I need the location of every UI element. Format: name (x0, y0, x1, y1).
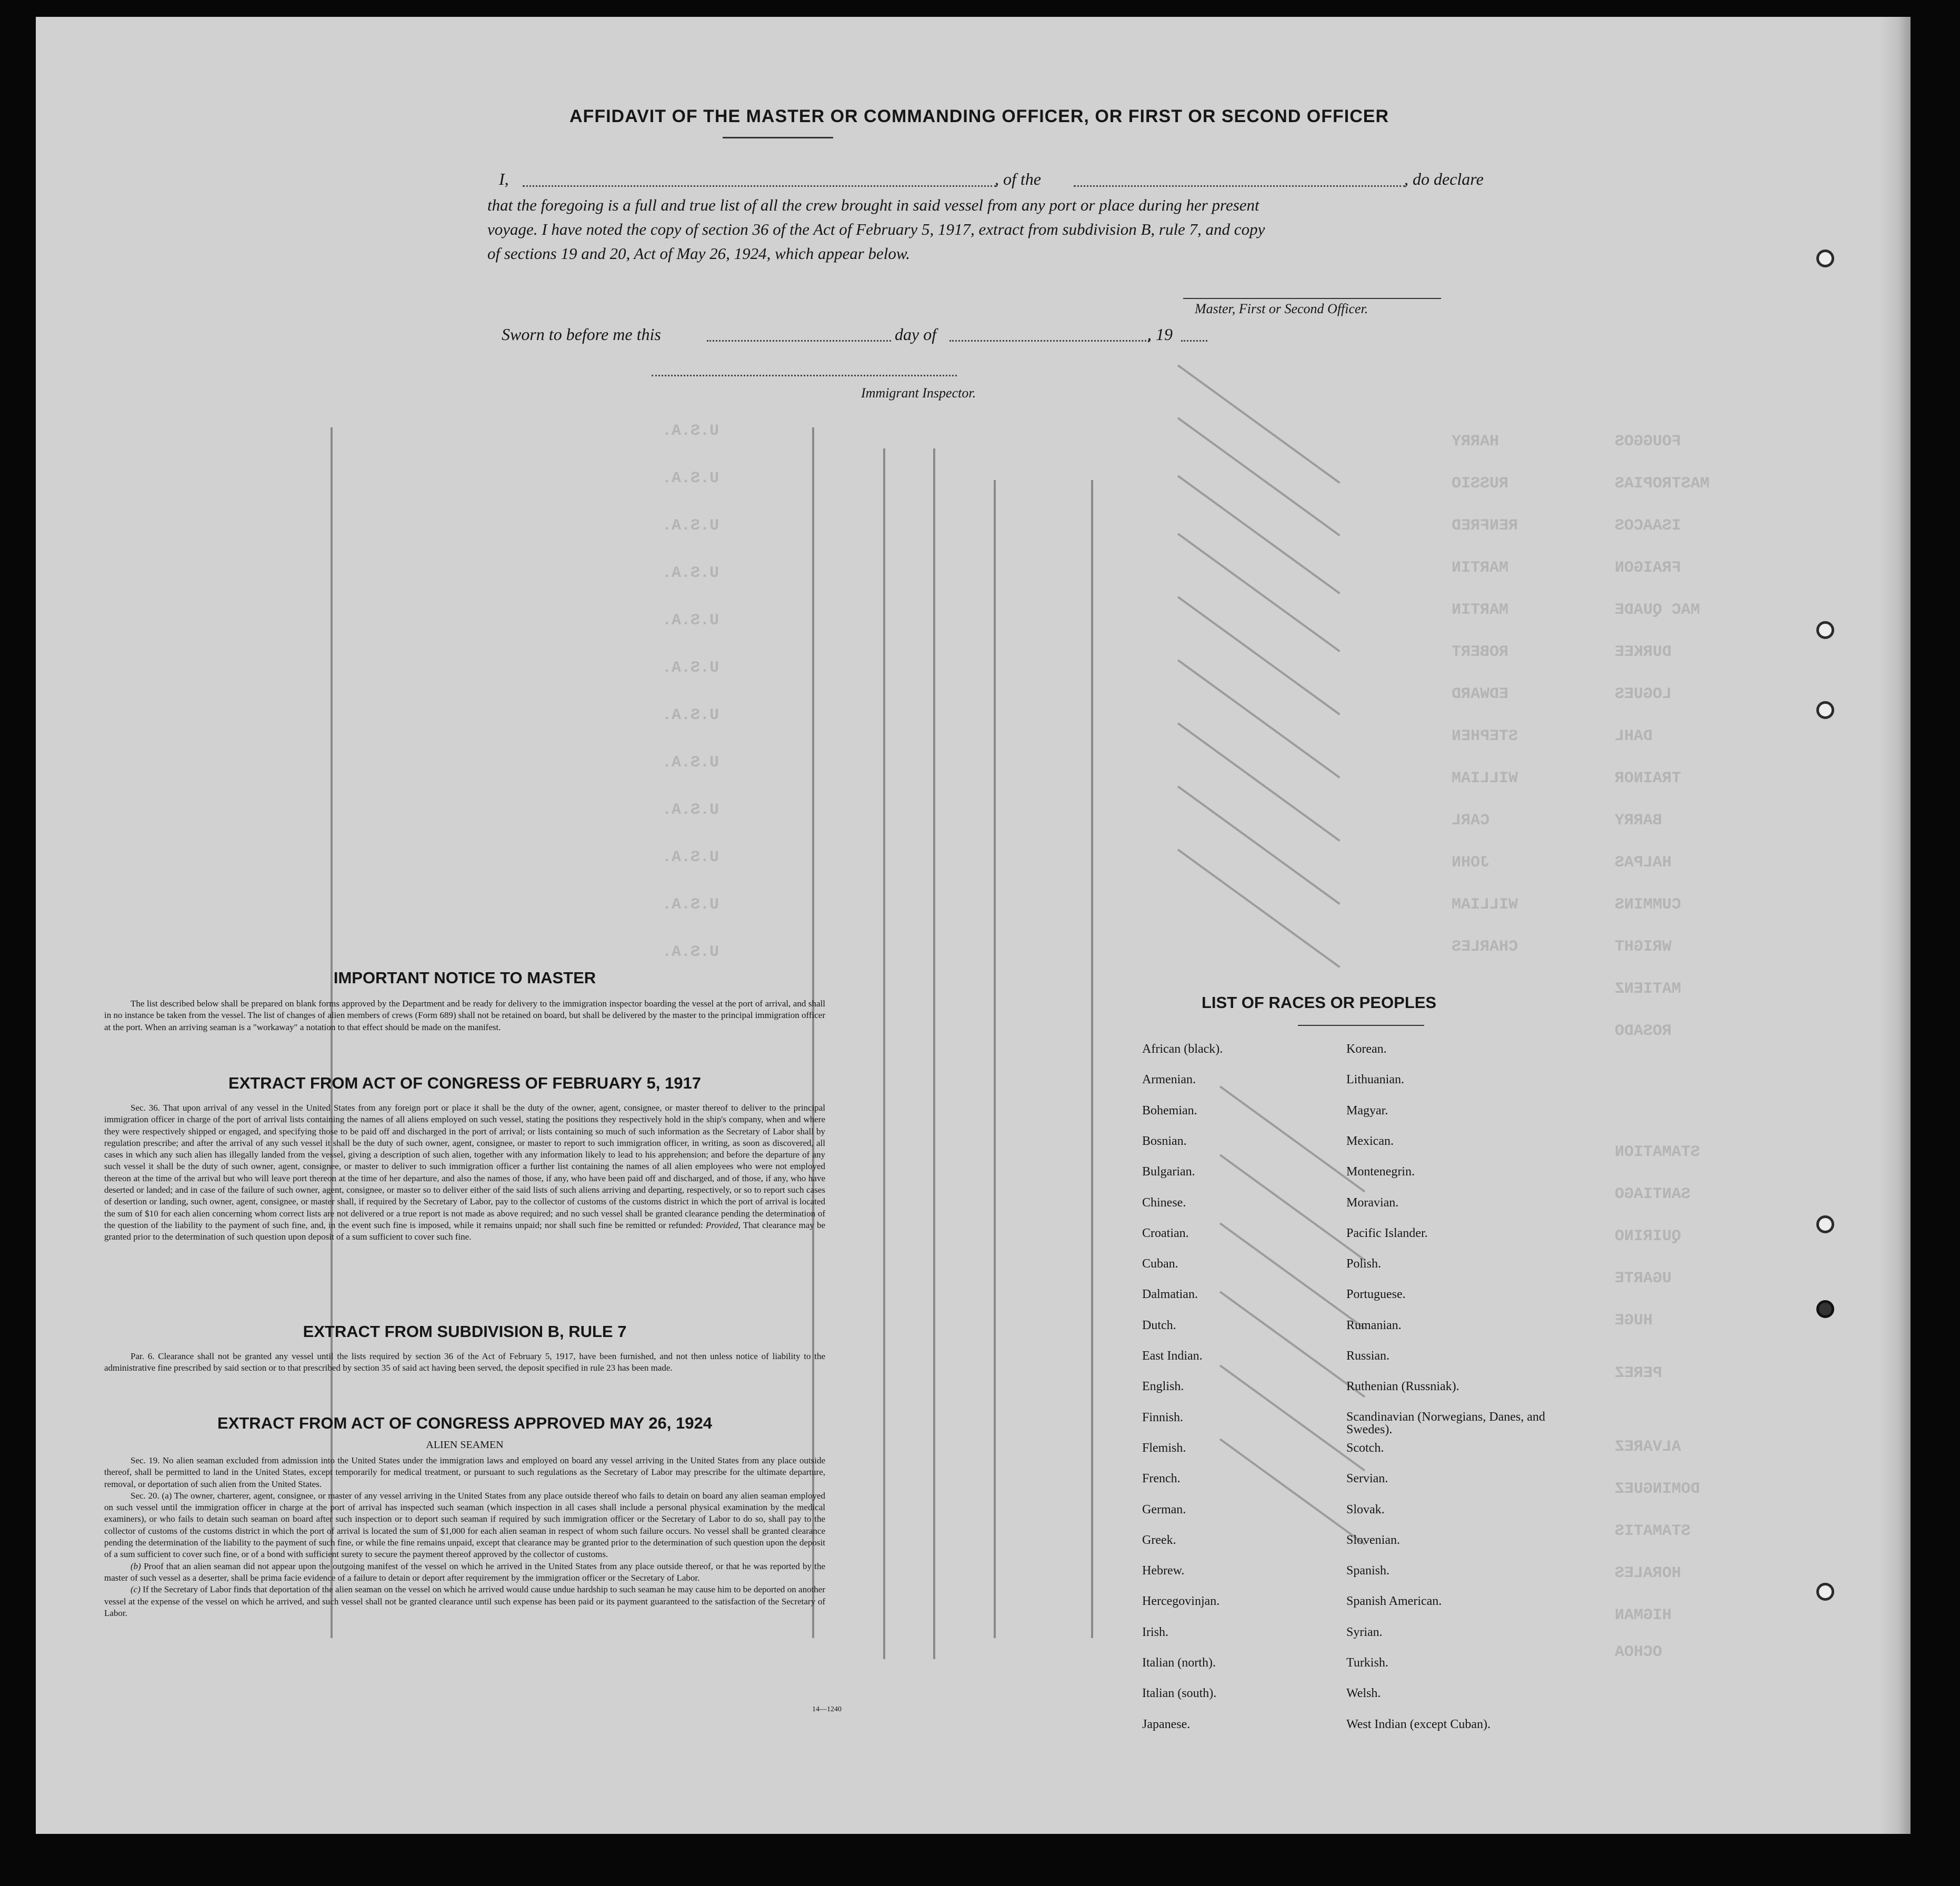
races-heading: LIST OF RACES OR PEOPLES (1202, 993, 1437, 1012)
race-item: Servian. (1346, 1472, 1388, 1486)
affidavit-line-2: that the foregoing is a full and true list of all the crew brought in said vessel from any port or place during her present (487, 196, 1259, 214)
race-item: Magyar. (1346, 1103, 1388, 1117)
race-item: Hercegovinjan. (1142, 1594, 1220, 1609)
sworn-year-field[interactable] (1181, 340, 1207, 342)
race-item: East Indian. (1142, 1349, 1203, 1363)
extract-1924-body (104, 1455, 825, 1619)
proviso-label: Provided, (705, 1220, 741, 1230)
race-item: West Indian (except Cuban). (1346, 1717, 1491, 1731)
race-item: Cuban. (1142, 1257, 1178, 1271)
affidavit-line-4: of sections 19 and 20, Act of May 26, 1924, which appear below. (487, 244, 911, 263)
binder-hole-icon (1816, 1215, 1834, 1233)
race-item: Montenegrin. (1346, 1165, 1415, 1179)
race-item: Ruthenian (Russniak). (1346, 1380, 1459, 1394)
race-item: English. (1142, 1380, 1184, 1394)
sec-36-text-end: That clearance may be granted prior to the determination of such question upon deposit of a sum sufficient to cover such fine. (104, 1220, 826, 1242)
race-item: Finnish. (1142, 1410, 1184, 1424)
sworn-year: , 19 (1147, 325, 1173, 344)
inspector-signature-line[interactable] (652, 375, 957, 376)
alien-seamen-subheading: ALIEN SEAMEN (426, 1439, 504, 1451)
race-item: Russian. (1346, 1349, 1390, 1363)
race-item: Spanish. (1346, 1564, 1390, 1578)
race-item: German. (1142, 1502, 1186, 1516)
binder-hole-icon (1816, 1300, 1834, 1318)
title-underline (723, 137, 833, 138)
inspector-caption: Immigrant Inspector. (861, 385, 976, 401)
form-number: 14—1240 (812, 1705, 842, 1713)
race-item: Slovak. (1346, 1502, 1385, 1516)
sec-20a-label: Sec. 20. (a) (131, 1490, 172, 1501)
race-item: Pacific Islander. (1346, 1226, 1428, 1240)
affidavit-line-3: voyage. I have noted the copy of section 36 of the Act of February 5, 1917, extract from subdivision B, rule 7, and copy (487, 220, 1265, 238)
master-signature-line[interactable] (1183, 298, 1441, 299)
races-underline (1298, 1025, 1424, 1026)
name-field[interactable] (523, 185, 996, 187)
race-item: Irish. (1142, 1625, 1168, 1639)
extract-1924-heading: EXTRACT FROM ACT OF CONGRESS APPROVED MAY 26, 1924 (217, 1414, 712, 1432)
race-item: Spanish American. (1346, 1594, 1442, 1609)
race-item: Polish. (1346, 1257, 1382, 1271)
notice-heading: IMPORTANT NOTICE TO MASTER (333, 969, 596, 987)
sec-20a-text: The owner, charterer, agent, consignee, or master of any vessel arriving in the United States from any place outside thereof who fails to detain on board any alien seaman employed on such vessel until the immigration officer in charge at the port of arrival has inspected such seaman (which inspection in all cases shall include a personal physical examination by the medical examiners), or who fails to detain such seaman on board after such inspection or to deport such seaman if required by such immigration officer or the Secretary of Labor to do so, shall pay to the collector of customs of the customs district in which the port of arrival is located the sum of $1,000 for each alien seaman in respect of whom such failure occurs. No vessel shall be granted clearance pending the determination of the liability to the payment of such fine, or while the fine remains unpaid, except that clearance may be granted prior to the determination of such question upon the deposit of a sum sufficient to cover such fine, or of a bond with sufficient surety to secure the payment thereof approved by the collector of customs. (104, 1490, 825, 1560)
sworn-day-of: day of (895, 325, 937, 344)
sec-19-label: Sec. 19. (131, 1455, 160, 1465)
race-item: Italian (north). (1142, 1656, 1216, 1670)
binder-hole-icon (1816, 701, 1834, 719)
sworn-day-field[interactable] (707, 340, 891, 342)
sec-36-text: That upon arrival of any vessel in the United States from any foreign port or place it shall be the duty of the owner, agent, consignee, or master thereof to deliver to the principal immigration officer in charge of the port of arrival lists containing the names of all aliens employed on such vessel, stating the positions they respectively hold in the ship's company, when and where they were respectively shipped or engaged, and specifying those to be paid off and discharged in the port of arrival; or lists containing so much of such information as the Secretary of Labor shall by regulation prescribe; and after the arrival of any such vessel it shall be the duty of such owner, agent, consignee, or master to report to such immigration officer, in writing, as soon as discovered, all cases in which any such alien has illegally landed from the vessel, giving a description of such alien, together with any information likely to lead to his apprehension; and before the departure of any such vessel it shall be the duty of such owner, agent, consignee, or master to deliver to such immigration officer a further list containing the names of all alien employees who were not employed thereon at the time of the arrival but who will leave port thereon at the time of her departure, and also the names of those, if any, who have been paid off and discharged, and of those, if any, who have deserted or landed; and in case of the failure of such owner, agent, consignee, or master so to deliver either of the said lists of such aliens arriving and departing, respectively, or so to report such cases of desertion or landing, such owner, agent, consignee, or master shall, if required by the Secretary of Labor, pay to the collector of customs of the customs district in which the port of arrival is located the sum of $10 for each alien concerning whom correct lists are not delivered or a true report is not made as above required; and no such vessel shall be granted clearance pending the determination of the question of the liability to the payment of such fine, and, in the event such fine is imposed, while it remains unpaid; nor shall such fine be remitted or refunded: (104, 1103, 825, 1230)
vessel-field[interactable] (1074, 185, 1405, 187)
race-item: Flemish. (1142, 1441, 1186, 1455)
race-item: Syrian. (1346, 1625, 1383, 1639)
race-item: Bohemian. (1142, 1103, 1197, 1117)
affidavit-do-declare: , do declare (1404, 169, 1484, 188)
binder-hole-icon (1816, 621, 1834, 639)
race-item: Rumanian. (1346, 1318, 1402, 1332)
race-item: Scandinavian (Norwegians, Danes, and Swedes). (1346, 1410, 1545, 1436)
rule7-heading: EXTRACT FROM SUBDIVISION B, RULE 7 (303, 1322, 627, 1341)
sworn-month-field[interactable] (949, 340, 1149, 342)
sworn-prefix: Sworn to before me this (502, 325, 661, 344)
extract-1917-body (104, 1102, 825, 1243)
rule7-body: Par. 6. Clearance shall not be granted any vessel until the lists required by section 36 of the Act of February 5, 1917, have been furnished, and not then unless notice of liability to the administrative fine prescribed by said section or to that prescribed by section 35 of said act having been served, the deposit specified in rule 23 has been made. (104, 1351, 825, 1373)
race-item: Japanese. (1142, 1717, 1191, 1731)
race-item: Welsh. (1346, 1687, 1381, 1701)
race-item: Portuguese. (1346, 1288, 1406, 1302)
race-item: Korean. (1346, 1042, 1387, 1056)
race-item: Bulgarian. (1142, 1165, 1195, 1179)
page-edge-shadow (1879, 17, 1911, 1834)
race-item: Greek. (1142, 1533, 1176, 1547)
form-page: HARRY RUSSIO RENFRED MARTIN MARTIN ROBERT EDWARD STEPHEN WILLIAM CARL JOHN WILLIAM CHARLES FOUGGOS MASTROPIAS ISAACOS FRAIGON MAC QUADE DURKEE LOGUES DAHL TRAINOR BARRY HALPAS CUMMINS WRIGHT MATIENZ ROSADO STAMATION SANTIAGO QUIRINO UGARTE HUGE PEREZ ALVAREZ DOMINGUEZ STAMATIS HORALES HIGMAN OCHOA U.S.A. U.S.A. U.S.A. U.S.A. U.S.A. U.S.A. U.S.A. U.S.A. U.S.A. U.S.A. U.S.A. U.S.A. AFFIDAVIT OF THE MASTER OR COMMANDING OFFICER, OR FIRST OR SECOND OFFICER I, , of the , do declare that the foregoing is a full and true list of all the crew brought in said vessel from any port or place during her present voyage. I have noted the copy of section 36 of the Act of February 5, 1917, extract from subdivision B, rule 7, and copy of sections 19 and 20, Act of May 26, 1924, which appear below. Master, First or Second Officer. Sworn to before me this day of , 19 Immigrant Inspector. IMPORTANT NOTICE TO MASTER The list described below shall be prepared on blank forms approved by the Department and be ready for delivery to the immigration inspector boarding the vessel at the port of arrival, and shall in no instance be taken from the vessel. The list of changes of alien members of crews (Form 689) shall not be retained on board, but shall be delivered by the master to the principal immigration officer at the port. When an arriving seaman is a "workaway" a notation to that effect should be made on the manifest. EXTRACT FROM ACT OF CONGRESS OF FEBRUARY 5, 1917 Sec. 36. That upon arrival of any vessel in the United States from any foreign port or place it shall be the duty of the owner, agent, consignee, or master thereof to deliver to the principal immigration officer in charge of the port of arrival lists containing the names of all aliens employed on such vessel, stating the positions they respectively hold in the ship's company, when and where they were respectively shipped or engaged, and specifying those to be paid off and discharged in the port of arrival; or lists containing so much of such information as the Secretary of Labor shall by regulation prescribe; and after the arrival of any such vessel it shall be the duty of such owner, agent, consignee, or master to report to such immigration officer, in writing, as soon as discovered, all cases in which any such alien has illegally landed from the vessel, giving a description of such alien, together with any information likely to lead to his apprehension; and before the departure of any such vessel it shall be the duty of such owner, agent, consignee, or master to deliver to such immigration officer a further list containing the names of all alien employees who were not employed thereon at the time of the arrival but who will leave port thereon at the time of her departure, and also the names of those, if any, who have been paid off and discharged, and of those, if any, who have deserted or landed; and in case of the failure of such owner, agent, consignee, or master so to deliver either of the said lists of such aliens arriving and departing, respectively, or so to report such cases of desertion or landing, such owner, agent, consignee, or master shall, if required by the Secretary of Labor, pay to the collector of customs of the customs district in which the port of arrival is located the sum of $10 for each alien concerning whom correct lists are not delivered or a true report is not made as above required; and no such vessel shall be granted clearance pending the determination of the question of the liability to the payment of such fine, and, in the event such fine is imposed, while it remains unpaid; nor shall such fine be remitted or refunded: Provided, That clearance may be granted prior to the determination of such question upon deposit of a sum sufficient to cover such fine. EXTRACT FROM SUBDIVISION B, RULE 7 Par. 6. Clearance shall not be granted any vessel until the lists required by section 36 of the Act of February 5, 1917, have been furnished, and not then unless notice of liability to the administrative fine prescribed by said section or to that prescribed by section 35 of said act having been served, the deposit specified in rule 23 has been made. EXTRACT FROM ACT OF CONGRESS APPROVED MAY 26, 1924 ALIEN SEAMEN Sec. 19. No alien seaman excluded from admission into the United States under the immigration laws and employed on board any vessel arriving in the United States from any place outside thereof, shall be permitted to land in the United States, except temporarily for medical treatment, or pursuant to such regulations as the Secretary of Labor may prescribe for the ultimate departure, removal, or deportation of such alien from the United States. Sec. 20. (a) The owner, charterer, agent, consignee, or master of any vessel arriving in the United States from any place outside thereof who fails to detain on board any alien seaman employed on such vessel until the immigration officer in charge at the port of arrival has inspected such seaman (which inspection in all cases shall include a personal physical examination by the medical examiners), or who fails to detain such seaman on board after such inspection or to deport such seaman if required by such immigration officer or the Secretary of Labor to do so, shall pay to the collector of customs of the customs district in which the port of arrival is located the sum of $1,000 for each alien seaman in respect of whom such failure occurs. No vessel shall be granted clearance pending the determination of the liability to the payment of such fine, or while the fine remains unpaid, except that clearance may be granted prior to the determination of such question upon the deposit of a sum sufficient to cover such fine, or of a bond with sufficient surety to secure the payment thereof approved by the collector of customs. (b) Proof that an alien seaman did not appear upon the outgoing manifest of the vessel on which he arrived in the United States from any place outside thereof, or that he was reported by the master of such vessel as a deserter, shall be prima facie evidence of a failure to detain or deport after requirement by the immigration officer or the Secretary of Labor. (c) If the Secretary of Labor finds that deportation of the alien seaman on the vessel on which he arrived would cause undue hardship to such seaman he may cause him to be deported on another vessel at the expense of the vessel on which he arrived, and such vessel shall not be granted clearance until such expense has been paid or its payment guaranteed to the satisfaction of the Secretary of Labor. 14—1240 LIST OF RACES OR PEOPLES African (black). Armenian. Bohemian. Bosnian. Bulgarian. Chinese. Croatian. Cuban. Dalmatian. Dutch. East Indian. English. Finnish. Flemish. French. German. Greek. Hebrew. Hercegovinjan. Irish. Italian (north). Italian (south). Japanese. Korean. Lithuanian. Magyar. Mexican. Montenegrin. Moravian. Pacific Islander. Polish. Portuguese. Rumanian. Russian. Ruthenian (Russniak). Scandinavian (Norwegians, Danes, and Swedes). Scotch. Servian. Slovak. Slovenian. Spanish. Spanish American. Syrian. Turkish. Welsh. West Indian (except Cuban). (36, 17, 1911, 1834)
extract-1917-heading: EXTRACT FROM ACT OF CONGRESS OF FEBRUARY 5, 1917 (228, 1074, 701, 1092)
sec-19-text: No alien seaman excluded from admission into the United States under the immigration laws and employed on board any vessel arriving in the United States from any place outside thereof, shall be permitted to land in the United States, except temporarily for medical treatment, or pursuant to such regulations as the Secretary of Labor may prescribe for the ultimate departure, removal, or deportation of such alien from the United States. (104, 1455, 826, 1489)
race-item: Scotch. (1346, 1441, 1384, 1455)
race-item: Croatian. (1142, 1226, 1189, 1240)
affidavit-of-the: , of the (995, 169, 1041, 188)
sec-20c-text: If the Secretary of Labor finds that deportation of the alien seaman on the vessel on which he arrived would cause undue hardship to such seaman he may cause him to be deported on another vessel at the expense of the vessel on which he arrived, and such vessel shall not be granted clearance until such expense has been paid or its payment guaranteed to the satisfaction of the Secretary of Labor. (104, 1584, 825, 1618)
sec-20c-label: (c) (131, 1584, 141, 1595)
sec-20b-text: Proof that an alien seaman did not appear upon the outgoing manifest of the vessel on which he arrived in the United States from any place outside thereof, or that he was reported by the master of such vessel as a deserter, shall be prima facie evidence of a failure to detain or deport after requirement by the immigration officer or the Secretary of Labor. (104, 1561, 825, 1583)
race-item: Dutch. (1142, 1318, 1176, 1332)
race-item: Turkish. (1346, 1656, 1388, 1670)
notice-body: The list described below shall be prepared on blank forms approved by the Department and be ready for delivery to the immigration inspector boarding the vessel at the port of arrival, and shall in no instance be taken from the vessel. The list of changes of alien members of crews (Form 689) shall not be retained on board, but shall be delivered by the master to the principal immigration officer at the port. When an arriving seaman is a "workaway" a notation to that effect should be made on the manifest. (104, 999, 825, 1032)
affidavit-title: AFFIDAVIT OF THE MASTER OR COMMANDING OFFICER, OR FIRST OR SECOND OFFICER (569, 106, 1389, 126)
race-item: Dalmatian. (1142, 1288, 1198, 1302)
affidavit-i-label: I, (499, 169, 509, 188)
race-item: Italian (south). (1142, 1687, 1217, 1701)
race-item: Hebrew. (1142, 1564, 1185, 1578)
race-item: Slovenian. (1346, 1533, 1400, 1547)
race-item: Chinese. (1142, 1195, 1186, 1210)
race-item: Mexican. (1346, 1134, 1394, 1148)
race-item: Moravian. (1346, 1195, 1399, 1210)
race-item: Lithuanian. (1346, 1073, 1404, 1087)
sec-20b-label: (b) (131, 1561, 141, 1571)
race-item: Bosnian. (1142, 1134, 1187, 1148)
sec-36-label: Sec. 36. (131, 1103, 161, 1113)
race-item: Armenian. (1142, 1073, 1196, 1087)
binder-hole-icon (1816, 1583, 1834, 1601)
binder-hole-icon (1816, 250, 1834, 267)
master-signature-caption: Master, First or Second Officer. (1195, 301, 1368, 316)
race-item: African (black). (1142, 1042, 1223, 1056)
race-item: French. (1142, 1472, 1181, 1486)
